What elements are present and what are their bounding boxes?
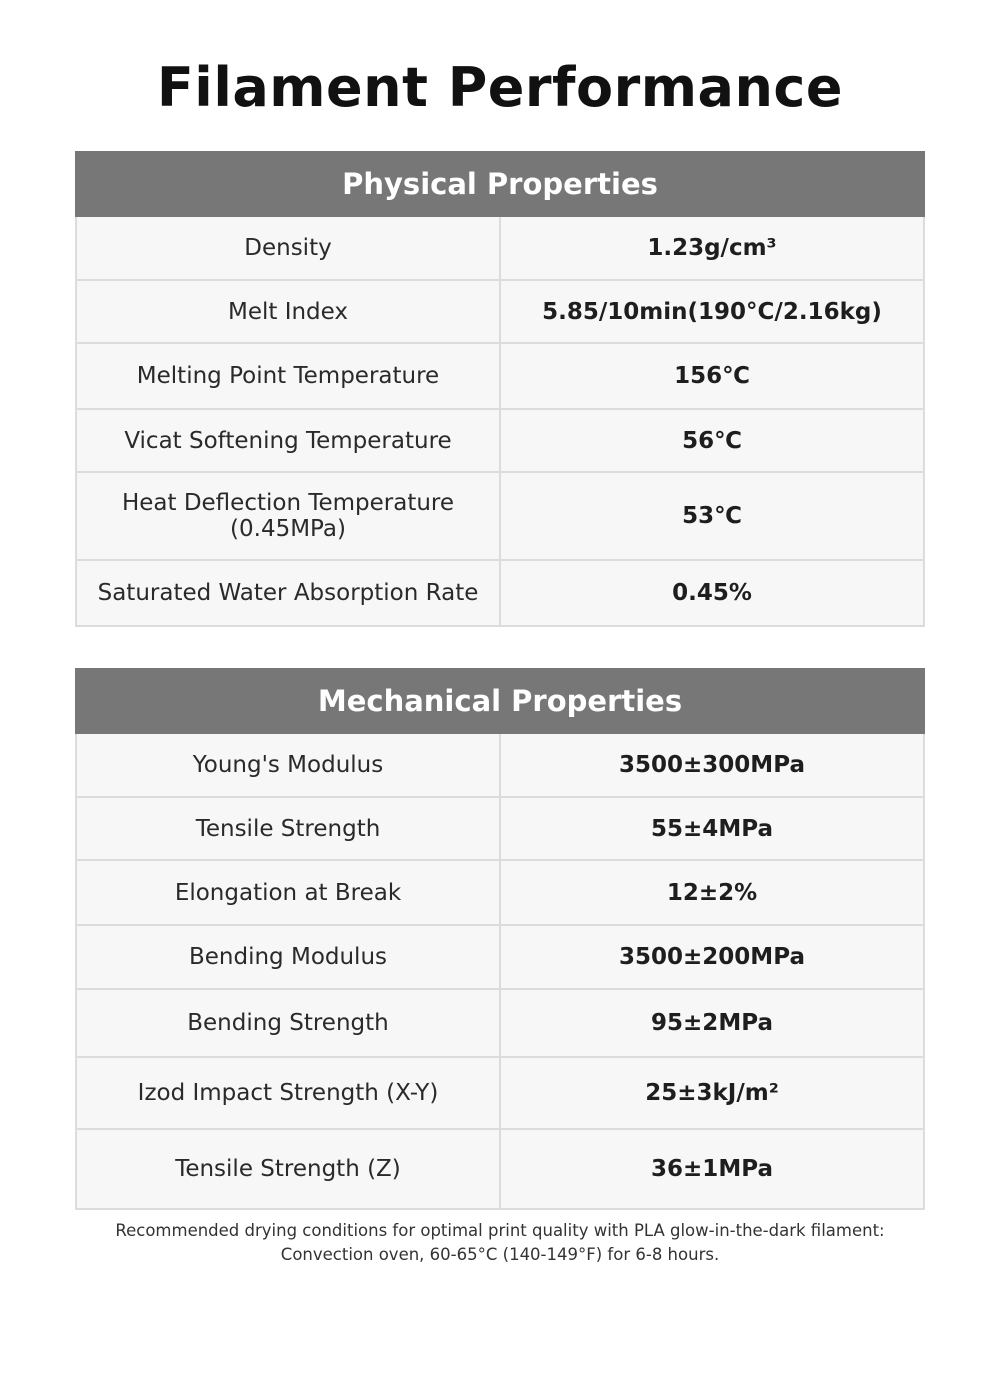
property-value: 53℃ — [500, 472, 924, 560]
property-label: Young's Modulus — [76, 733, 500, 797]
property-label: Density — [76, 216, 500, 280]
table-row — [76, 216, 924, 280]
page-title: Filament Performance — [156, 56, 844, 119]
property-value: 12±2% — [500, 860, 924, 925]
footnote-line1: Recommended drying conditions for optimal print quality with PLA glow-in-the-dark filament: — [115, 1221, 885, 1240]
property-value: 95±2MPa — [500, 989, 924, 1057]
property-label: Melt Index — [76, 280, 500, 343]
physical-properties-table — [75, 151, 925, 627]
table-row — [76, 343, 924, 409]
property-label: Elongation at Break — [76, 860, 500, 925]
mechanical-properties-table — [75, 668, 925, 1210]
property-label-line2: (0.45MPa) — [230, 516, 346, 542]
property-value: 156℃ — [500, 343, 924, 409]
table-row — [76, 1129, 924, 1209]
footnote-line2: Convection oven, 60-65°C (140-149°F) for 6-8 hours. — [280, 1245, 720, 1264]
property-value: 55±4MPa — [500, 797, 924, 860]
property-value: 3500±200MPa — [500, 925, 924, 989]
property-value: 56℃ — [500, 409, 924, 472]
property-label: Izod Impact Strength (X-Y) — [76, 1057, 500, 1129]
property-value: 3500±300MPa — [500, 733, 924, 797]
table-row — [76, 472, 924, 560]
table-row — [76, 733, 924, 797]
table-row — [76, 280, 924, 343]
table-row — [76, 797, 924, 860]
property-label: Tensile Strength (Z) — [76, 1129, 500, 1209]
property-label — [76, 472, 500, 560]
property-value: 25±3kJ/m² — [500, 1057, 924, 1129]
property-label: Melting Point Temperature — [76, 343, 500, 409]
table-row — [76, 989, 924, 1057]
physical-properties-header: Physical Properties — [76, 152, 924, 216]
property-value: 1.23g/cm³ — [500, 216, 924, 280]
table-row — [76, 1057, 924, 1129]
property-label: Saturated Water Absorption Rate — [76, 560, 500, 626]
drying-footnote — [40, 1219, 960, 1267]
property-label: Tensile Strength — [76, 797, 500, 860]
property-label-line1: Heat Deflection Temperature — [121, 490, 455, 516]
property-label: Vicat Softening Temperature — [76, 409, 500, 472]
property-value: 36±1MPa — [500, 1129, 924, 1209]
property-value: 5.85/10min(190°C/2.16kg) — [500, 280, 924, 343]
table-row — [76, 860, 924, 925]
property-label: Bending Modulus — [76, 925, 500, 989]
table-row — [76, 409, 924, 472]
mechanical-properties-header: Mechanical Properties — [76, 669, 924, 733]
property-value: 0.45% — [500, 560, 924, 626]
table-row — [76, 925, 924, 989]
table-row — [76, 560, 924, 626]
property-label: Bending Strength — [76, 989, 500, 1057]
